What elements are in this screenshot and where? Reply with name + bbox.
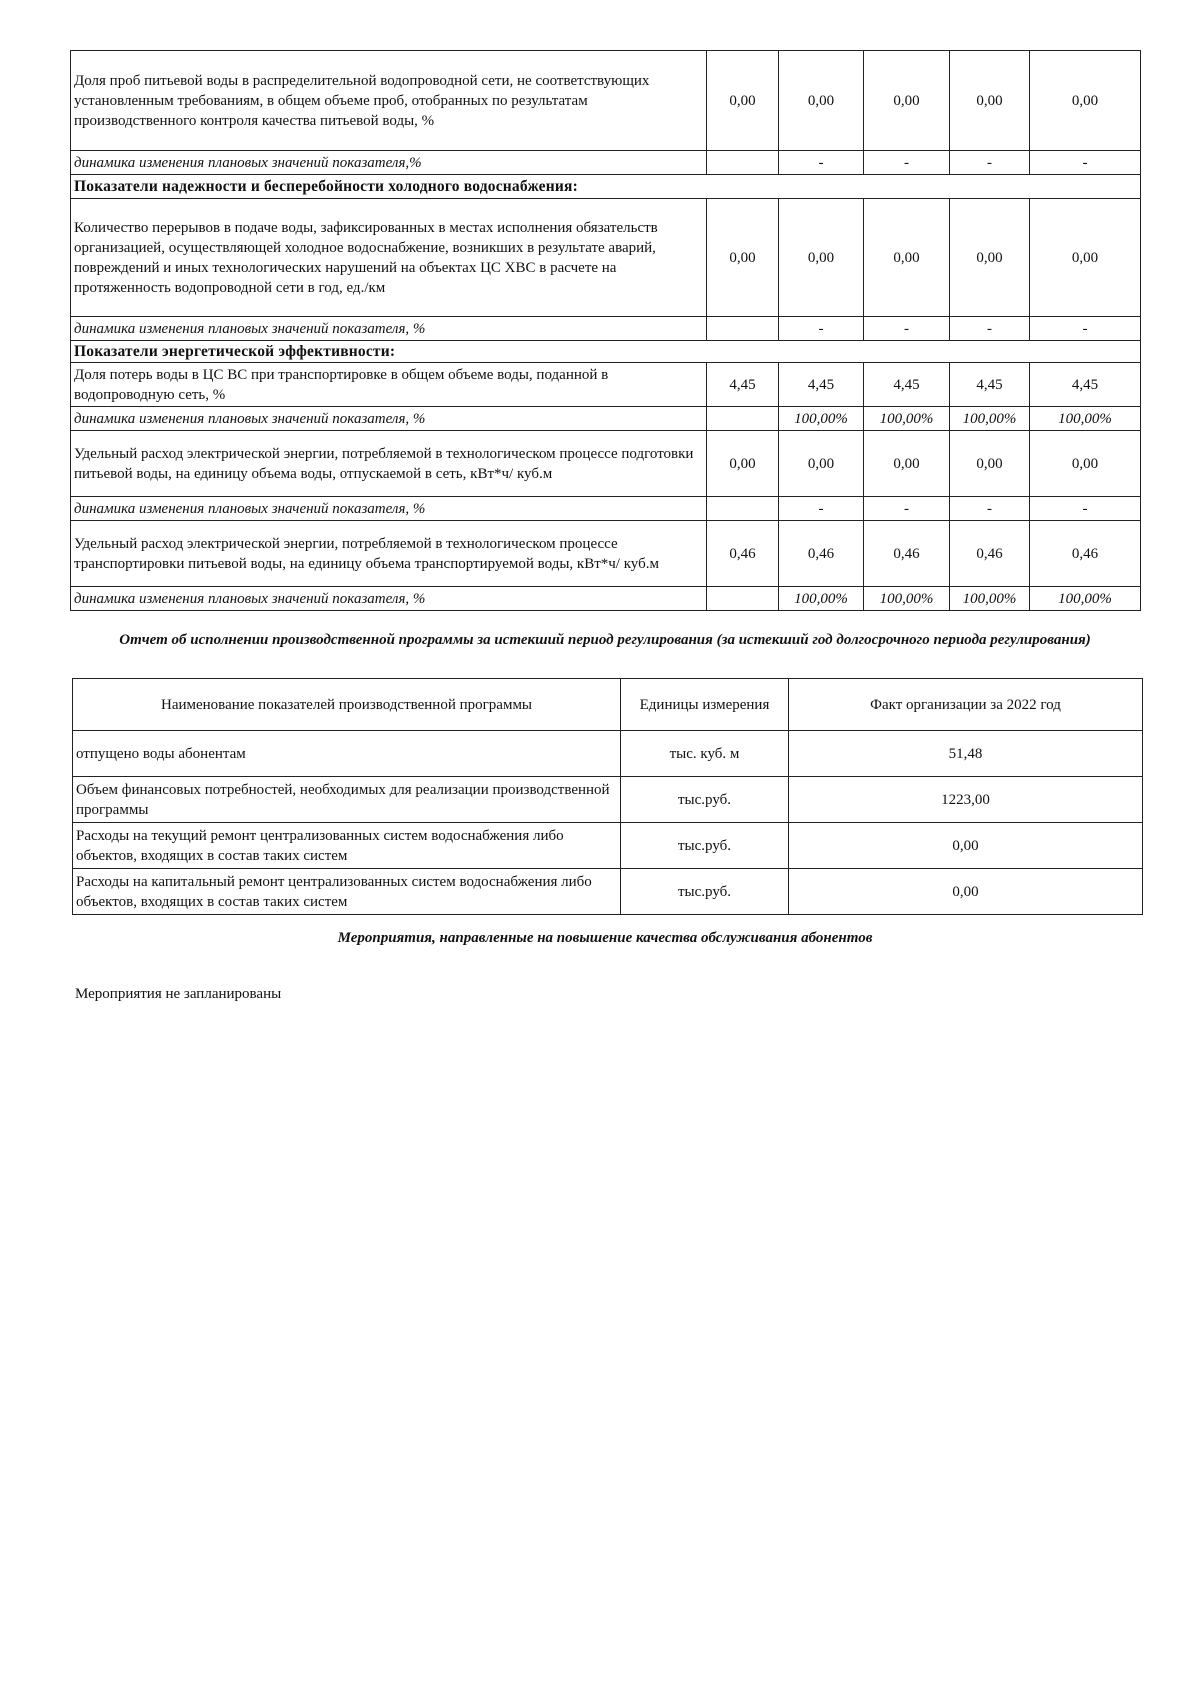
- indicator-value: 0,00: [864, 199, 950, 317]
- indicator-value: [707, 407, 779, 431]
- indicator-label: Удельный расход электрической энергии, потребляемой в технологическом процессе транспортировки питьевой воды, на единицу объема транспортируемой воды, кВт*ч/ куб.м: [71, 521, 707, 587]
- report-fact: 0,00: [789, 823, 1143, 869]
- report-unit: тыс.руб.: [621, 777, 789, 823]
- indicator-value: -: [864, 317, 950, 341]
- column-header: Наименование показателей производственной программы: [73, 679, 621, 731]
- indicator-value: 0,00: [779, 431, 864, 497]
- table-row: [71, 587, 1141, 611]
- indicator-label: динамика изменения плановых значений показателя, %: [71, 587, 707, 611]
- indicator-value: [707, 587, 779, 611]
- indicator-value: 100,00%: [1030, 407, 1141, 431]
- indicator-value: -: [864, 497, 950, 521]
- measures-title: Мероприятия, направленные на повышение качества обслуживания абонентов: [337, 930, 873, 946]
- indicator-value: -: [864, 151, 950, 175]
- indicator-value: -: [779, 317, 864, 341]
- indicator-label: Количество перерывов в подаче воды, зафиксированных в местах исполнения обязательств организацией, осуществляющей холодное водоснабжение, возникших в результате аварий, повреждений и иных технологических нарушений на объектах ЦС ХВС в расчете на протяженность водопроводной сети в год, ед./км: [71, 199, 707, 317]
- report-fact: 51,48: [789, 731, 1143, 777]
- indicator-label: Доля потерь воды в ЦС ВС при транспортировке в общем объеме воды, поданной в водопроводную сеть, %: [71, 363, 707, 407]
- indicator-value: [707, 497, 779, 521]
- report-unit: тыс. куб. м: [621, 731, 789, 777]
- report-name: Объем финансовых потребностей, необходимых для реализации производственной программы: [73, 777, 621, 823]
- report-name: отпущено воды абонентам: [73, 731, 621, 777]
- indicator-value: 0,46: [950, 521, 1030, 587]
- indicator-value: 0,00: [707, 199, 779, 317]
- indicator-label: Доля проб питьевой воды в распределительной водопроводной сети, не соответствующих установленным требованиям, в общем объеме проб, отобранных по результатам производственного контроля качества питьевой воды, %: [71, 51, 707, 151]
- report-title: Отчет об исполнении производственной программы за истекший период регулирования (за истекший год долгосрочного периода регулирования): [119, 632, 1091, 648]
- indicator-value: 100,00%: [950, 407, 1030, 431]
- indicator-value: 4,45: [864, 363, 950, 407]
- section-title: Показатели энергетической эффективности:: [71, 341, 1141, 363]
- indicator-value: -: [1030, 497, 1141, 521]
- table-row: [71, 199, 1141, 317]
- indicator-value: 0,46: [707, 521, 779, 587]
- indicator-value: 0,00: [950, 431, 1030, 497]
- indicator-value: -: [779, 151, 864, 175]
- indicator-value: 0,46: [779, 521, 864, 587]
- table-row: [73, 731, 1143, 777]
- indicator-value: -: [1030, 317, 1141, 341]
- indicator-value: 4,45: [779, 363, 864, 407]
- report-fact: 0,00: [789, 869, 1143, 915]
- indicator-value: 0,00: [1030, 51, 1141, 151]
- report-unit: тыс.руб.: [621, 823, 789, 869]
- indicator-value: [707, 151, 779, 175]
- indicator-value: 0,46: [1030, 521, 1141, 587]
- indicator-value: [707, 317, 779, 341]
- column-header: Факт организации за 2022 год: [789, 679, 1143, 731]
- table-row: [71, 363, 1141, 407]
- table-row: [73, 823, 1143, 869]
- indicator-label: динамика изменения плановых значений показателя, %: [71, 497, 707, 521]
- report-name: Расходы на капитальный ремонт централизованных систем водоснабжения либо объектов, входящих в состав таких систем: [73, 869, 621, 915]
- table-row: [71, 51, 1141, 151]
- indicator-label: динамика изменения плановых значений показателя, %: [71, 407, 707, 431]
- indicator-value: 0,00: [864, 51, 950, 151]
- indicator-value: 100,00%: [950, 587, 1030, 611]
- table-row: [71, 407, 1141, 431]
- indicator-value: 4,45: [950, 363, 1030, 407]
- table-header-row: [73, 679, 1143, 731]
- indicator-value: 0,00: [707, 431, 779, 497]
- indicator-value: 0,00: [779, 199, 864, 317]
- section-title: Показатели надежности и бесперебойности холодного водоснабжения:: [71, 175, 1141, 199]
- report-name: Расходы на текущий ремонт централизованных систем водоснабжения либо объектов, входящих в состав таких систем: [73, 823, 621, 869]
- indicator-value: 0,00: [1030, 199, 1141, 317]
- table-row: [73, 869, 1143, 915]
- indicator-value: -: [1030, 151, 1141, 175]
- indicator-value: 0,00: [950, 51, 1030, 151]
- indicator-value: 100,00%: [779, 407, 864, 431]
- indicator-value: 4,45: [707, 363, 779, 407]
- indicator-label: динамика изменения плановых значений показателя,%: [71, 151, 707, 175]
- section-header-row: [71, 341, 1141, 363]
- table-row: [73, 777, 1143, 823]
- indicator-value: -: [779, 497, 864, 521]
- indicator-value: 0,00: [1030, 431, 1141, 497]
- indicator-label: динамика изменения плановых значений показателя, %: [71, 317, 707, 341]
- report-fact: 1223,00: [789, 777, 1143, 823]
- indicator-value: 100,00%: [779, 587, 864, 611]
- indicator-label: Удельный расход электрической энергии, потребляемой в технологическом процессе подготовки питьевой воды, на единицу объема воды, отпускаемой в сеть, кВт*ч/ куб.м: [71, 431, 707, 497]
- indicator-value: 100,00%: [1030, 587, 1141, 611]
- indicator-value: -: [950, 151, 1030, 175]
- table-row: [71, 431, 1141, 497]
- column-header: Единицы измерения: [621, 679, 789, 731]
- indicator-value: 100,00%: [864, 407, 950, 431]
- table-row: [71, 521, 1141, 587]
- table-row: [71, 151, 1141, 175]
- section-header-row: [71, 175, 1141, 199]
- indicator-value: 0,00: [950, 199, 1030, 317]
- indicator-value: 0,00: [779, 51, 864, 151]
- table-row: [71, 497, 1141, 521]
- indicator-value: 0,00: [864, 431, 950, 497]
- indicator-value: 100,00%: [864, 587, 950, 611]
- report-table: [72, 678, 1143, 915]
- table-row: [71, 317, 1141, 341]
- indicator-value: 0,46: [864, 521, 950, 587]
- measures-text: Мероприятия не запланированы: [75, 986, 282, 1002]
- indicator-value: -: [950, 497, 1030, 521]
- indicators-table: [70, 50, 1141, 611]
- indicator-value: -: [950, 317, 1030, 341]
- indicator-value: 4,45: [1030, 363, 1141, 407]
- indicator-value: 0,00: [707, 51, 779, 151]
- report-unit: тыс.руб.: [621, 869, 789, 915]
